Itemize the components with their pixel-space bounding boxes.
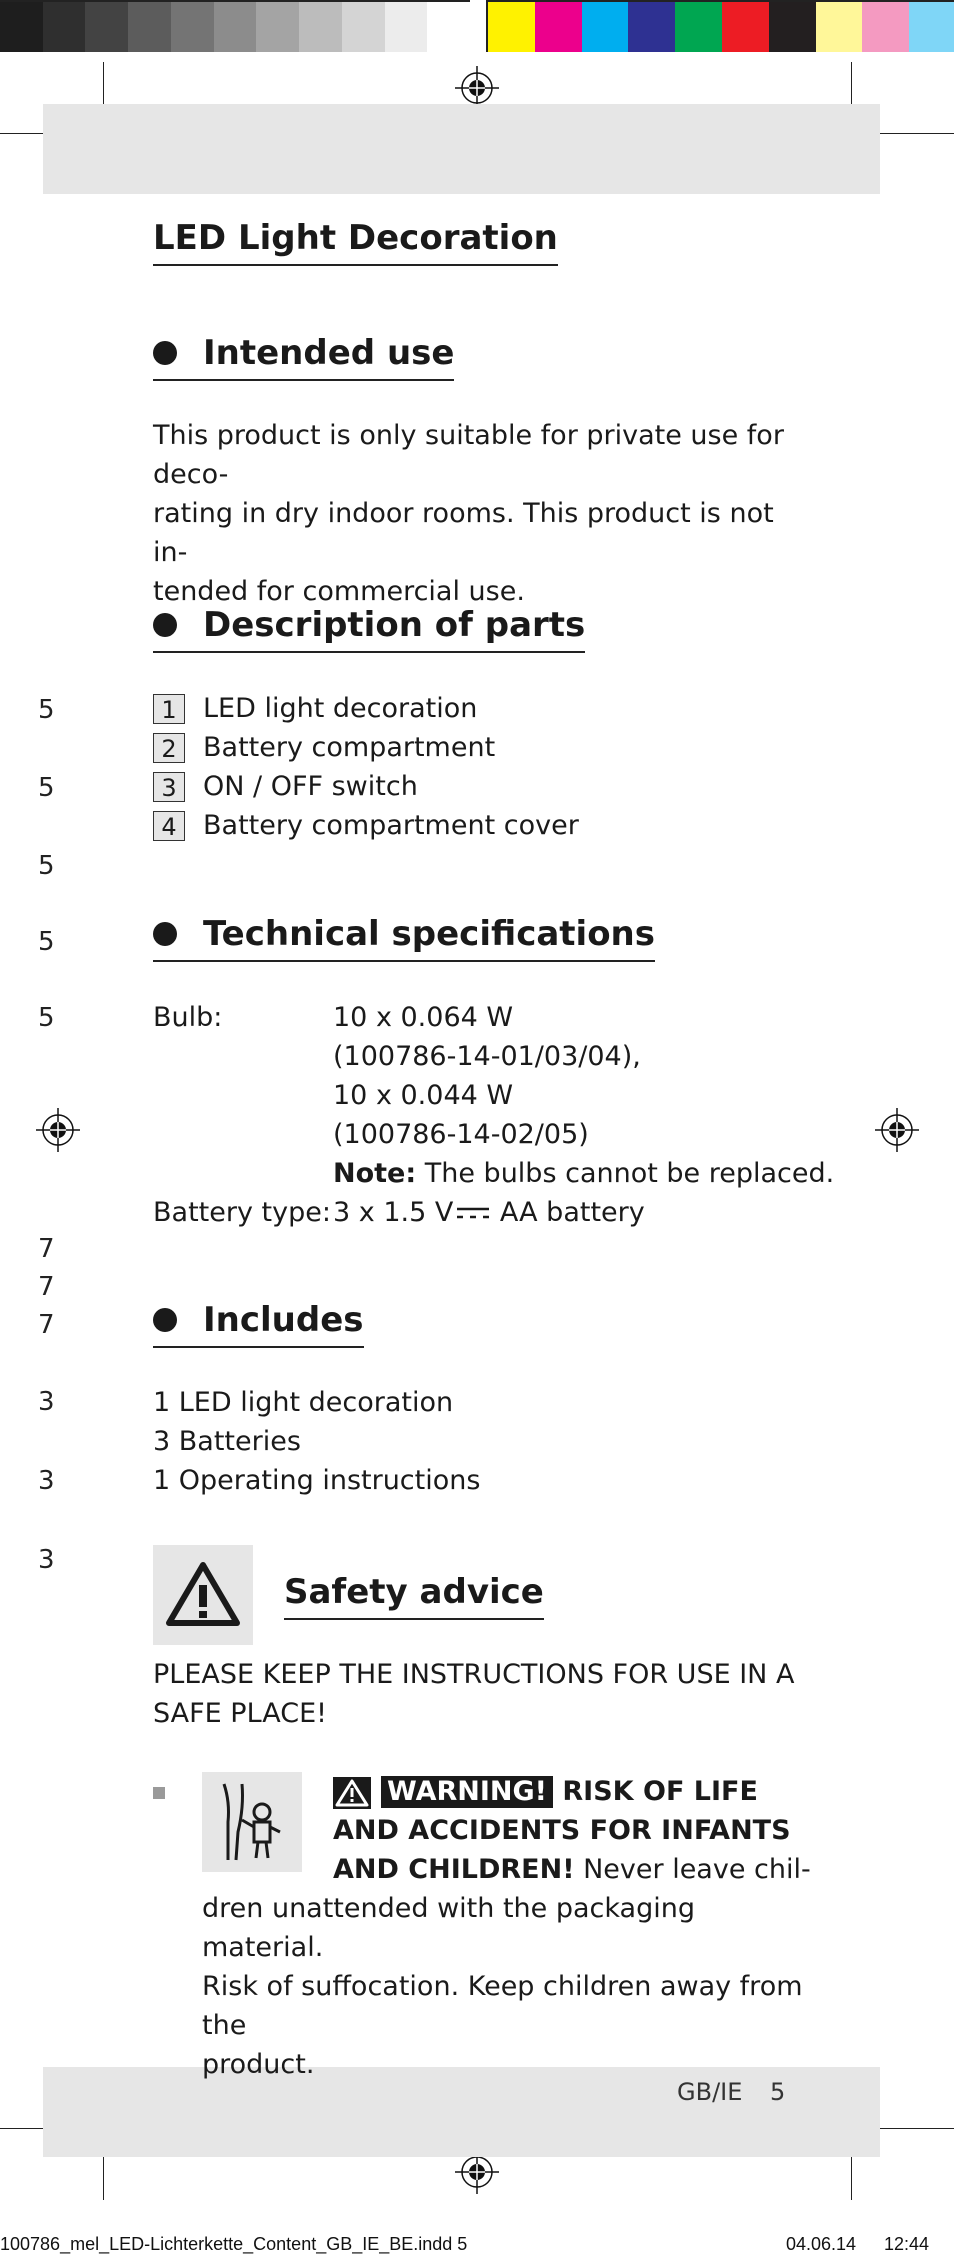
color-swatch	[816, 2, 863, 52]
warning-body-start: Never leave chil-	[574, 1854, 811, 1885]
warning-badge: WARNING!	[381, 1776, 553, 1808]
child-warning-icon	[202, 1772, 302, 1872]
part-label: Battery compartment	[203, 732, 496, 763]
section-heading-label: Description of parts	[203, 605, 586, 645]
margin-number: 7	[38, 1234, 55, 1264]
text-line: This product is only suitable for private use for deco-	[153, 420, 784, 490]
intended-use-text	[153, 416, 793, 611]
battery-voltage: 3 x 1.5 V	[333, 1197, 454, 1228]
warning-line-3	[333, 1850, 811, 1889]
safety-notice	[153, 1655, 813, 1733]
gray-swatch	[385, 2, 428, 52]
text-line: (100786-14-01/03/04),	[333, 1041, 641, 1072]
battery-type: AA battery	[491, 1197, 645, 1228]
page-title: LED Light Decoration	[153, 218, 558, 266]
color-swatch	[535, 2, 582, 52]
part-label: LED light decoration	[203, 693, 478, 724]
margin-number: 7	[38, 1310, 55, 1340]
section-heading-intended-use	[153, 333, 454, 381]
footer-page-number: 5	[770, 2078, 786, 2106]
section-heading-safety: Safety advice	[284, 1572, 544, 1620]
part-label: Battery compartment cover	[203, 810, 579, 841]
section-heading-includes	[153, 1300, 364, 1348]
grayscale-calibration-bar	[0, 0, 470, 52]
bullet-dot-icon	[153, 613, 177, 637]
color-swatch	[722, 2, 769, 52]
header-band	[43, 104, 880, 194]
color-swatch	[488, 2, 535, 52]
gray-swatch	[299, 2, 342, 52]
spec-value-bulb	[333, 998, 834, 1193]
color-swatch	[582, 2, 629, 52]
list-item	[153, 767, 418, 806]
section-heading-specs	[153, 914, 655, 962]
gray-swatch	[342, 2, 385, 52]
text-line: 10 x 0.044 W	[333, 1080, 514, 1111]
bullet-dot-icon	[153, 922, 177, 946]
list-item: 3 Batteries	[153, 1426, 301, 1457]
spec-label-battery: Battery type:	[153, 1197, 331, 1228]
margin-number: 5	[38, 851, 55, 881]
note-text: The bulbs cannot be replaced.	[416, 1158, 835, 1189]
warning-title-end: AND CHILDREN!	[333, 1854, 575, 1885]
warning-body	[202, 1889, 822, 2084]
warning-triangle-icon	[333, 1777, 371, 1809]
section-heading-label: Includes	[203, 1300, 364, 1340]
warning-line-1	[333, 1772, 758, 1811]
margin-number: 5	[38, 927, 55, 957]
text-line: product.	[202, 2049, 315, 2080]
warning-title-rest: RISK OF LIFE	[552, 1776, 758, 1807]
text-line: SAFE PLACE!	[153, 1698, 327, 1729]
gray-swatch	[0, 2, 43, 52]
margin-number: 3	[38, 1466, 55, 1496]
margin-number: 5	[38, 1003, 55, 1033]
list-item	[153, 728, 495, 767]
warning-line-2: AND ACCIDENTS FOR INFANTS	[333, 1815, 791, 1846]
direct-current-symbol-icon	[455, 1203, 491, 1223]
text-line: PLEASE KEEP THE INSTRUCTIONS FOR USE IN A	[153, 1659, 795, 1690]
text-line: (100786-14-02/05)	[333, 1119, 589, 1150]
text-line: tended for commercial use.	[153, 576, 525, 607]
part-label: ON / OFF switch	[203, 771, 418, 802]
gray-swatch	[427, 2, 470, 52]
crop-mark	[872, 133, 954, 134]
bullet-square-icon	[153, 1787, 165, 1799]
registration-mark-icon	[36, 1108, 80, 1152]
slug-time: 12:44	[884, 2234, 930, 2254]
color-swatch	[769, 2, 816, 52]
color-swatch	[909, 2, 954, 52]
registration-mark-icon	[875, 1108, 919, 1152]
color-swatch	[675, 2, 722, 52]
note-label: Note:	[333, 1158, 417, 1189]
margin-number: 3	[38, 1387, 55, 1417]
gray-swatch	[128, 2, 171, 52]
spec-label-bulb: Bulb:	[153, 1002, 223, 1033]
color-swatch	[628, 2, 675, 52]
text-line: dren unattended with the packaging material.	[202, 1893, 695, 1963]
list-item: 1 LED light decoration	[153, 1387, 454, 1418]
list-item	[153, 806, 579, 845]
spec-value-battery	[333, 1193, 645, 1232]
crop-mark	[872, 2128, 954, 2129]
gray-swatch	[85, 2, 128, 52]
gray-swatch	[171, 2, 214, 52]
part-number: 4	[153, 811, 185, 841]
gray-swatch	[256, 2, 299, 52]
color-swatch	[862, 2, 909, 52]
gray-swatch	[214, 2, 257, 52]
margin-number: 7	[38, 1272, 55, 1302]
text-line: rating in dry indoor rooms. This product is not in-	[153, 498, 774, 568]
bullet-dot-icon	[153, 341, 177, 365]
bullet-dot-icon	[153, 1308, 177, 1332]
margin-number: 5	[38, 695, 55, 725]
section-heading-label: Intended use	[203, 333, 455, 373]
warning-triangle-icon	[153, 1545, 253, 1645]
margin-number: 5	[38, 773, 55, 803]
footer-locale: GB/IE	[677, 2078, 743, 2106]
gray-swatch	[43, 2, 86, 52]
text-line: 10 x 0.064 W	[333, 1002, 514, 1033]
part-number: 2	[153, 733, 185, 763]
part-number: 1	[153, 694, 185, 724]
text-line: Risk of suffocation. Keep children away from the	[202, 1971, 803, 2041]
section-heading-parts	[153, 605, 585, 653]
spec-note	[333, 1154, 834, 1193]
margin-number: 3	[38, 1545, 55, 1575]
section-heading-label: Technical specifications	[203, 914, 655, 954]
list-item: 1 Operating instructions	[153, 1465, 481, 1496]
includes-list	[153, 1383, 480, 1500]
part-number: 3	[153, 772, 185, 802]
color-calibration-bar	[486, 0, 954, 52]
slug-date: 04.06.14	[786, 2234, 857, 2254]
slug-filename: 100786_mel_LED-Lichterkette_Content_GB_IE_BE.indd 5	[0, 2234, 468, 2254]
list-item	[153, 689, 477, 728]
